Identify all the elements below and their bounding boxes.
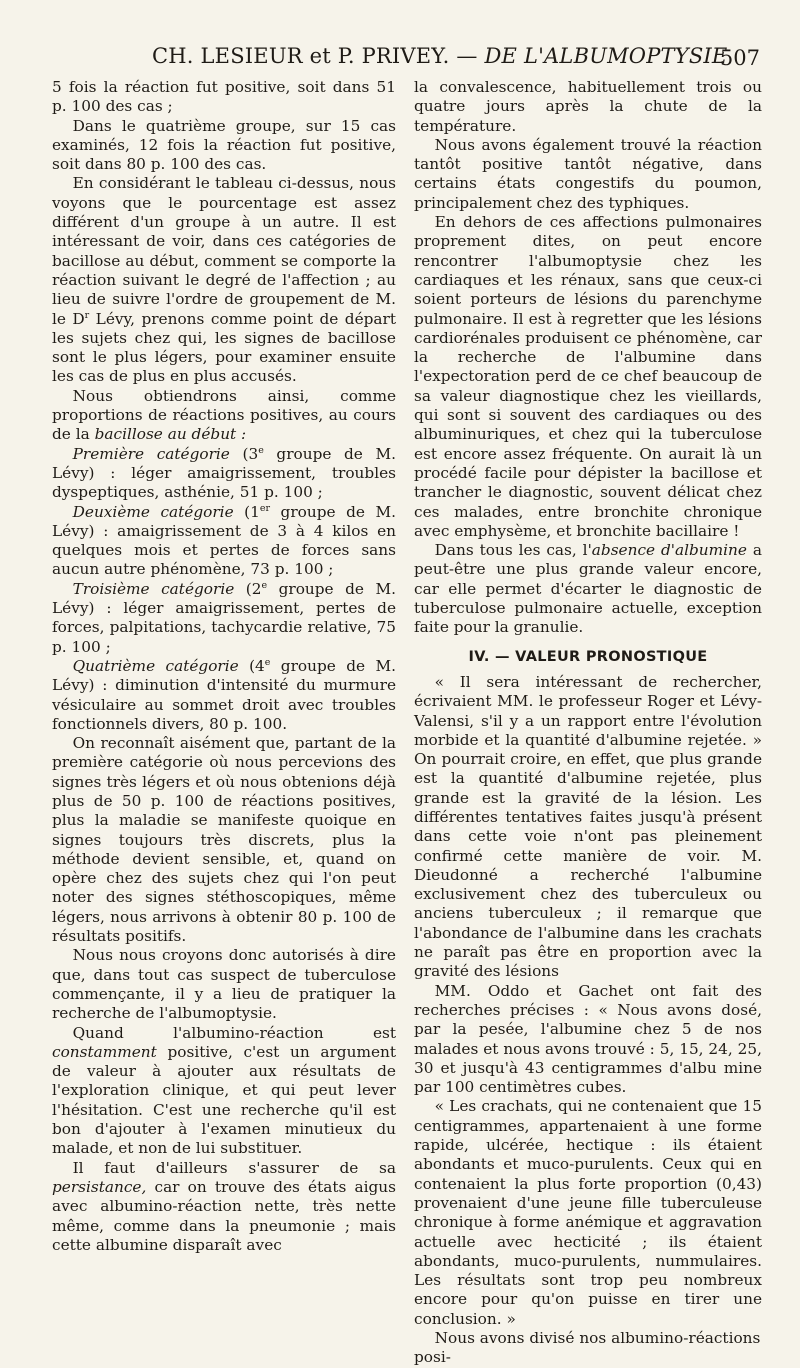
text-run: Il faut d'ailleurs s'assurer de sa [72, 1158, 396, 1177]
paragraph: « Il sera intéressant de rechercher, écrivaient MM. le professeur Roger et Lévy-Valensi, s'il y a un rapport entre l'évolution morbide et la quantité d'albumine rejetée. » On pourrait croire, en effet, que plus grande est la quantité d'albumine rejetée, plus grande est la gravité de la lésion. Les différentes tentatives faites jusqu'à présent dans cette voie n'ont pas pleinement confirmé cette manière de voir. M. Dieudonné a recherché l'albumine exclusivement chez des tuberculeux ou anciens tuberculeux ; il remarque que l'abondance de l'albumine dans les crachats ne paraît pas être en proportion avec la gravité des lésions [414, 672, 762, 981]
paragraph: Nous avons divisé nos albumino-réactions posi- [414, 1329, 761, 1367]
text-run: a peut-être une plus grande valeur encore, car elle permet d'écarter le diagnostic de tuberculose pulmonaire actuelle, exception faite pour la granulie. [414, 541, 762, 637]
paragraph: En dehors de ces affections pulmonaires proprement dites, on peut encore rencontrer l'albumoptysie chez les cardiaques et les rénaux, sans que ceux-ci soient porteurs de lésions du parenchyme pulmonaire. Il est à regretter que les lésions cardiorénales produisent ce phénomène, car la recherche de l'albumine dans l'expectoration perd de ce chef beaucoup de sa valeur diagnostique chez les vieillards, qui sont si souvent des cardiaques ou des albuminuriques, et chez qui la tuberculose est encore assez fréquente. On aurait là un procédé facile pour dépister la bacillose et trancher le diagnostic, souvent délicat chez ces malades, entre bronchite chronique avec emphysème, et bronchite bacillaire ! [414, 213, 762, 540]
text-run: (3 [229, 444, 259, 463]
superscript: e [264, 656, 271, 668]
page-header [60, 40, 760, 80]
text-run: Quand l'albumino-réaction est [72, 1023, 396, 1042]
category-label: Deuxième catégorie [72, 502, 234, 521]
right-column [414, 78, 762, 1368]
category-item [52, 445, 396, 503]
text-run: Nous obtiendrons ainsi, comme proportions de réactions positives, au cours de la [52, 386, 396, 444]
text-run: Dans tous les cas, l' [434, 541, 592, 560]
running-title [152, 44, 727, 68]
paragraph: MM. Oddo et Gachet ont fait des recherches précises : « Nous avons dosé, par la pesée, l'albumine chez 5 de nos malades et nous avons trouvé : 5, 15, 24, 25, 30 et jusqu'à 43 centigrammes d'albu mine par 100 centimètres cubes. [414, 981, 762, 1097]
paragraph [52, 174, 396, 386]
superscript: e [258, 444, 264, 456]
emphasis: persistance, [52, 1177, 147, 1196]
text-run: groupe de M. Lévy) : léger amaigrissement, troubles dyspeptiques, asthénie, 51 p. 100 ; [52, 444, 396, 502]
paragraph [52, 1159, 396, 1255]
category-label: Quatrième catégorie [72, 656, 239, 675]
section-heading: IV. — VALEUR PRONOSTIQUE [468, 648, 708, 665]
emphasis: constamment [52, 1042, 157, 1061]
category-label: Première catégorie [72, 444, 230, 463]
left-column [52, 78, 396, 1255]
text-run: groupe de M. Lévy) : diminution d'intensité du murmure vésiculaire au sommet droit avec troubles fonctionnels divers, 80 p. 100. [52, 656, 396, 733]
paragraph [414, 541, 762, 637]
running-title-authors: CH. LESIEUR et P. PRIVEY. [152, 44, 450, 68]
running-title-topic: DE L'ALBUMOPTYSIE [484, 44, 728, 68]
text-run: car on trouve des états aigus avec albumino-réaction nette, très nette même, comme dans la pneumonie ; mais cette albumine disparaît avec [52, 1177, 396, 1254]
paragraph [52, 1024, 396, 1159]
superscript: er [259, 502, 271, 514]
running-title-dash: — [449, 44, 485, 68]
paragraph: « Les crachats, qui ne contenaient que 15 centigrammes, appartenaient à une forme rapide, ulcérée, hectique : ils étaient abondants et muco-purulents. Ceux qui en contenaient la plus forte proportion (0,43) provenaient d'une jeune fille tuberculeuse chronique à forme anémique et aggravation actuelle avec hecticité ; ils étaient abondants, muco-purulents, nummulaires. Les résultats sont trop peu nombreux encore pour qu'on puisse en tirer une conclusion. » [414, 1097, 762, 1328]
category-item [52, 580, 396, 657]
emphasis: absence d'albumine [591, 541, 747, 560]
paragraph [52, 387, 396, 445]
text-run: Lévy, prenons comme point de départ les sujets chez qui, les signes de bacillose sont le plus légers, pour examiner ensuite les cas de plus en plus accusés. [52, 309, 396, 386]
paragraph: la convalescence, habituellement trois ou quatre jours après la chute de la température. [414, 78, 762, 135]
page-number: 507 [719, 46, 760, 70]
paragraph: 5 fois la réaction fut positive, soit dans 51 p. 100 des cas ; [52, 78, 396, 116]
text-run: (4 [238, 656, 265, 675]
text-run: groupe de M. Lévy) : léger amaigrissement, pertes de forces, palpitations, tachycardie relative, 75 p. 100 ; [52, 579, 396, 656]
paragraph: Nous nous croyons donc autorisés à dire que, dans tout cas suspect de tuberculose commençante, il y a lieu de pratiquer la recherche de l'albumoptysie. [52, 946, 396, 1023]
text-run: En considérant le tableau ci-dessus, nous voyons que le pourcentage est assez différent d'un groupe à un autre. Il est intéressant de voir, dans ces catégories de bacillose au début, comment se comporte la réaction suivant le degré de l'affection ; au lieu de suivre l'ordre de groupement de M. le D [52, 174, 396, 328]
text-run: (2 [234, 579, 262, 598]
text-run: positive, c'est un argument de valeur à ajouter aux résultats de l'exploration clinique, et qui peut lever l'hésitation. C'est une recherche qu'il est bon d'ajouter à l'examen minutieux du malade, et non de lui substituer. [52, 1042, 396, 1158]
emphasis: bacillose au début : [94, 425, 247, 444]
paragraph: Dans le quatrième groupe, sur 15 cas examinés, 12 fois la réaction fut positive, soit dans 80 p. 100 des cas. [52, 116, 396, 174]
superscript: r [84, 309, 90, 321]
category-label: Troisième catégorie [72, 579, 235, 598]
superscript: e [261, 579, 268, 591]
paragraph: Nous avons également trouvé la réaction tantôt positive tantôt négative, dans certains états congestifs du poumon, principalement chez des typhiques. [414, 135, 762, 212]
text-run: (1 [233, 502, 260, 521]
text-run: groupe de M. Lévy) : amaigrissement de 3 à 4 kilos en quelques mois et pertes de forces sans aucun autre phénomène, 73 p. 100 ; [52, 502, 396, 579]
paragraph: On reconnaît aisément que, partant de la première catégorie où nous percevions des signes très légers et où nous obtenions déjà plus de 50 p. 100 de réactions positives, plus la maladie se manifeste quoique en signes toujours très discrets, plus la méthode devient sensible, et, quand on opère chez des sujets chez qui l'on peut noter des signes stéthoscopiques, même légers, nous arrivons à obtenir 80 p. 100 de résultats positifs. [52, 734, 396, 946]
category-item [52, 503, 396, 580]
category-item [52, 657, 396, 734]
